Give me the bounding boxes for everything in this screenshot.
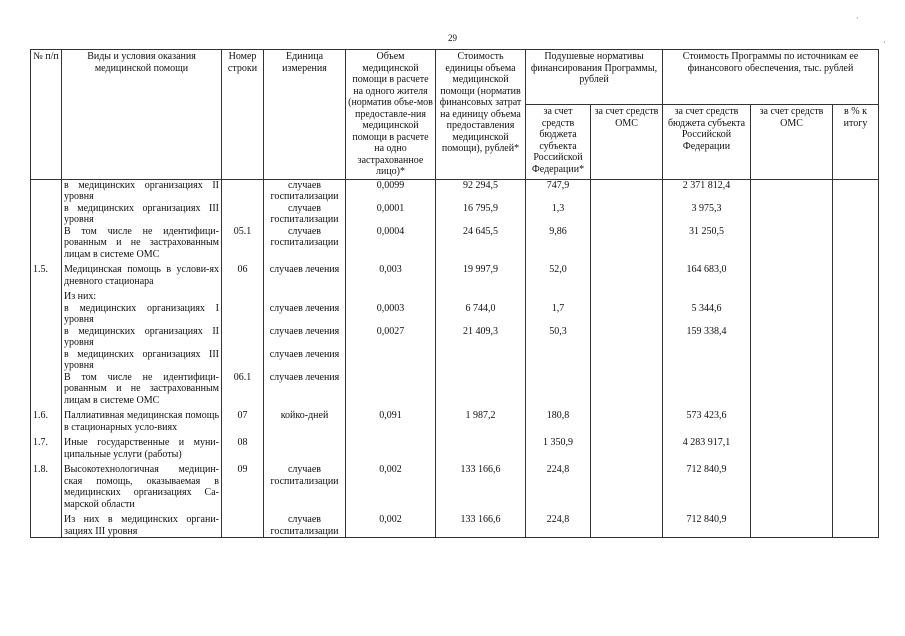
cell-name: Из них: [62, 291, 222, 303]
cell-per-capita-oms [591, 291, 663, 303]
cell-cost: 6 744,0 [436, 303, 526, 326]
cell-name: В том числе не идентифици-рованным и не застрахованным лицам в системе ОМС [62, 372, 222, 411]
cell-program-pct [833, 203, 879, 226]
cell-cost [436, 372, 526, 411]
cell-program-budget: 573 423,6 [663, 410, 751, 437]
cell-per-capita-oms [591, 226, 663, 265]
cell-cost: 24 645,5 [436, 226, 526, 265]
cell-num [31, 514, 62, 538]
header-program: Стоимость Программы по источникам ее финансового обеспечения, тыс. рублей [663, 50, 879, 105]
cell-per-capita-oms [591, 264, 663, 291]
cell-row-no: 06.1 [222, 372, 264, 411]
cell-volume: 0,0027 [346, 326, 436, 349]
cell-row-no: 06 [222, 264, 264, 291]
cell-cost: 1 987,2 [436, 410, 526, 437]
cell-cost: 16 795,9 [436, 203, 526, 226]
cell-program-oms [751, 464, 833, 514]
table-row [31, 514, 879, 538]
cell-per-capita-budget [526, 291, 591, 303]
table-row [31, 326, 879, 349]
cell-num [31, 179, 62, 203]
header-volume: Объем медицинской помощи в расчете на одного жителя (норматив объе-мов предоставле-ния медицинской помощи в расчете на одно застрахованное лицо)* [346, 50, 436, 180]
cell-program-budget: 4 283 917,1 [663, 437, 751, 464]
cell-program-budget: 712 840,9 [663, 464, 751, 514]
cell-num [31, 291, 62, 303]
cell-unit: случаев лечения [264, 303, 346, 326]
cell-volume [346, 437, 436, 464]
cell-num [31, 303, 62, 326]
cell-row-no [222, 326, 264, 349]
cell-unit: случаев госпитализации [264, 203, 346, 226]
cell-program-budget: 5 344,6 [663, 303, 751, 326]
cell-per-capita-budget: 9,86 [526, 226, 591, 265]
cell-num: 1.7. [31, 437, 62, 464]
table-row [31, 291, 879, 303]
table-row [31, 372, 879, 411]
cell-cost [436, 437, 526, 464]
cell-program-pct [833, 226, 879, 265]
cell-per-capita-budget [526, 349, 591, 372]
scan-mark: · [856, 14, 859, 23]
header-kind: Виды и условия оказания медицинской помощи [62, 50, 222, 180]
cell-program-oms [751, 372, 833, 411]
table-row [31, 464, 879, 514]
cell-name: В том числе не идентифици-рованным и не застрахованным лицам в системе ОМС [62, 226, 222, 265]
cell-program-pct [833, 410, 879, 437]
cell-unit: койко-дней [264, 410, 346, 437]
cell-unit: случаев лечения [264, 372, 346, 411]
cell-program-oms [751, 203, 833, 226]
cell-per-capita-budget: 1 350,9 [526, 437, 591, 464]
cell-unit: случаев госпитализации [264, 226, 346, 265]
cell-unit: случаев лечения [264, 349, 346, 372]
cell-num: 1.5. [31, 264, 62, 291]
table-row [31, 437, 879, 464]
cell-per-capita-budget: 50,3 [526, 326, 591, 349]
header-program-budget: за счет средств бюджета субъекта Российской Федерации [663, 105, 751, 180]
cell-volume: 0,0003 [346, 303, 436, 326]
table-row [31, 226, 879, 265]
cell-cost: 133 166,6 [436, 464, 526, 514]
header-program-pct: в % к итогу [833, 105, 879, 180]
cell-per-capita-budget [526, 372, 591, 411]
header-row-no: Номер строки [222, 50, 264, 180]
cell-volume: 0,0099 [346, 179, 436, 203]
cell-program-budget: 159 338,4 [663, 326, 751, 349]
cell-program-oms [751, 326, 833, 349]
cell-program-budget: 2 371 812,4 [663, 179, 751, 203]
header-program-oms: за счет средств ОМС [751, 105, 833, 180]
cell-cost: 92 294,5 [436, 179, 526, 203]
cell-row-no [222, 303, 264, 326]
cell-per-capita-oms [591, 372, 663, 411]
cell-volume: 0,003 [346, 264, 436, 291]
cell-name: Паллиативная медицинская помощь в стационарных усло-виях [62, 410, 222, 437]
cell-per-capita-oms [591, 203, 663, 226]
cell-per-capita-oms [591, 303, 663, 326]
cell-name: в медицинских организациях III уровня [62, 349, 222, 372]
cell-per-capita-oms [591, 437, 663, 464]
cell-name: в медицинских организациях III уровня [62, 203, 222, 226]
cell-cost: 133 166,6 [436, 514, 526, 538]
cell-unit: случаев госпитализации [264, 464, 346, 514]
cell-program-budget: 712 840,9 [663, 514, 751, 538]
cell-row-no [222, 514, 264, 538]
cell-per-capita-budget: 224,8 [526, 514, 591, 538]
cell-program-budget [663, 372, 751, 411]
cell-volume: 0,002 [346, 514, 436, 538]
cell-row-no [222, 291, 264, 303]
cell-cost [436, 291, 526, 303]
table-row [31, 410, 879, 437]
cell-per-capita-oms [591, 514, 663, 538]
cell-per-capita-budget: 180,8 [526, 410, 591, 437]
cell-per-capita-oms [591, 326, 663, 349]
program-cost-table [30, 49, 879, 538]
cell-volume: 0,091 [346, 410, 436, 437]
cell-program-pct [833, 349, 879, 372]
cell-unit: случаев госпитализации [264, 514, 346, 538]
cell-row-no: 09 [222, 464, 264, 514]
cell-program-oms [751, 410, 833, 437]
cell-per-capita-budget: 1,3 [526, 203, 591, 226]
cell-per-capita-oms [591, 410, 663, 437]
cell-program-pct [833, 437, 879, 464]
cell-program-pct [833, 291, 879, 303]
cell-per-capita-budget: 747,9 [526, 179, 591, 203]
cell-cost: 19 997,9 [436, 264, 526, 291]
cell-name: Медицинская помощь в услови-ях дневного стационара [62, 264, 222, 291]
cell-name: Из них в медицинских органи-зациях III уровня [62, 514, 222, 538]
cell-volume: 0,0001 [346, 203, 436, 226]
cell-unit [264, 291, 346, 303]
cell-program-oms [751, 303, 833, 326]
cell-row-no [222, 179, 264, 203]
cell-num: 1.8. [31, 464, 62, 514]
header-num: № п/п [31, 50, 62, 180]
cell-program-oms [751, 226, 833, 265]
cell-num [31, 203, 62, 226]
cell-per-capita-budget: 224,8 [526, 464, 591, 514]
cell-volume: 0,0004 [346, 226, 436, 265]
table-row [31, 349, 879, 372]
cell-program-pct [833, 326, 879, 349]
cell-name: Высокотехнологичная медицин-ская помощь, оказываемая в медицинских организациях Са-марской области [62, 464, 222, 514]
cell-cost [436, 349, 526, 372]
cell-volume: 0,002 [346, 464, 436, 514]
table-row [31, 264, 879, 291]
cell-cost: 21 409,3 [436, 326, 526, 349]
page-number: 29 [448, 33, 457, 43]
cell-program-budget [663, 349, 751, 372]
cell-program-budget: 31 250,5 [663, 226, 751, 265]
cell-program-pct [833, 179, 879, 203]
cell-name: в медицинских организациях I уровня [62, 303, 222, 326]
cell-num [31, 372, 62, 411]
cell-per-capita-budget: 1,7 [526, 303, 591, 326]
cell-volume [346, 372, 436, 411]
cell-volume [346, 349, 436, 372]
cell-program-oms [751, 291, 833, 303]
cell-program-pct [833, 372, 879, 411]
header-per-capita-budget: за счет средств бюджета субъекта Российской Федерации* [526, 105, 591, 180]
cell-row-no [222, 349, 264, 372]
cell-program-budget [663, 291, 751, 303]
cell-row-no: 08 [222, 437, 264, 464]
header-per-capita: Подушевые нормативы финансирования Программы, рублей [526, 50, 663, 105]
table-row [31, 179, 879, 203]
cell-volume [346, 291, 436, 303]
cell-program-oms [751, 437, 833, 464]
header-cost: Стоимость единицы объема медицинской помощи (норматив финансовых затрат на единицу объема предоставления медицинской помощи), рублей* [436, 50, 526, 180]
scan-mark: · [883, 38, 886, 47]
cell-program-pct [833, 464, 879, 514]
cell-unit [264, 437, 346, 464]
cell-per-capita-oms [591, 349, 663, 372]
table-row [31, 203, 879, 226]
cell-program-pct [833, 303, 879, 326]
cell-program-oms [751, 514, 833, 538]
cell-name: в медицинских организациях II уровня [62, 326, 222, 349]
header-per-capita-oms: за счет средств ОМС [591, 105, 663, 180]
cell-row-no: 05.1 [222, 226, 264, 265]
cell-num [31, 326, 62, 349]
cell-row-no: 07 [222, 410, 264, 437]
cell-program-budget: 164 683,0 [663, 264, 751, 291]
cell-name: Иные государственные и муни-ципальные услуги (работы) [62, 437, 222, 464]
table-row [31, 303, 879, 326]
cell-per-capita-oms [591, 179, 663, 203]
cell-row-no [222, 203, 264, 226]
cell-per-capita-budget: 52,0 [526, 264, 591, 291]
cell-unit: случаев лечения [264, 326, 346, 349]
cell-num [31, 226, 62, 265]
cell-name: в медицинских организациях II уровня [62, 179, 222, 203]
cell-program-pct [833, 264, 879, 291]
cell-program-oms [751, 179, 833, 203]
cell-program-oms [751, 264, 833, 291]
cell-program-budget: 3 975,3 [663, 203, 751, 226]
cell-per-capita-oms [591, 464, 663, 514]
cell-num: 1.6. [31, 410, 62, 437]
cell-unit: случаев лечения [264, 264, 346, 291]
header-unit: Единица измерения [264, 50, 346, 180]
cell-program-pct [833, 514, 879, 538]
cell-program-oms [751, 349, 833, 372]
cell-unit: случаев госпитализации [264, 179, 346, 203]
cell-num [31, 349, 62, 372]
